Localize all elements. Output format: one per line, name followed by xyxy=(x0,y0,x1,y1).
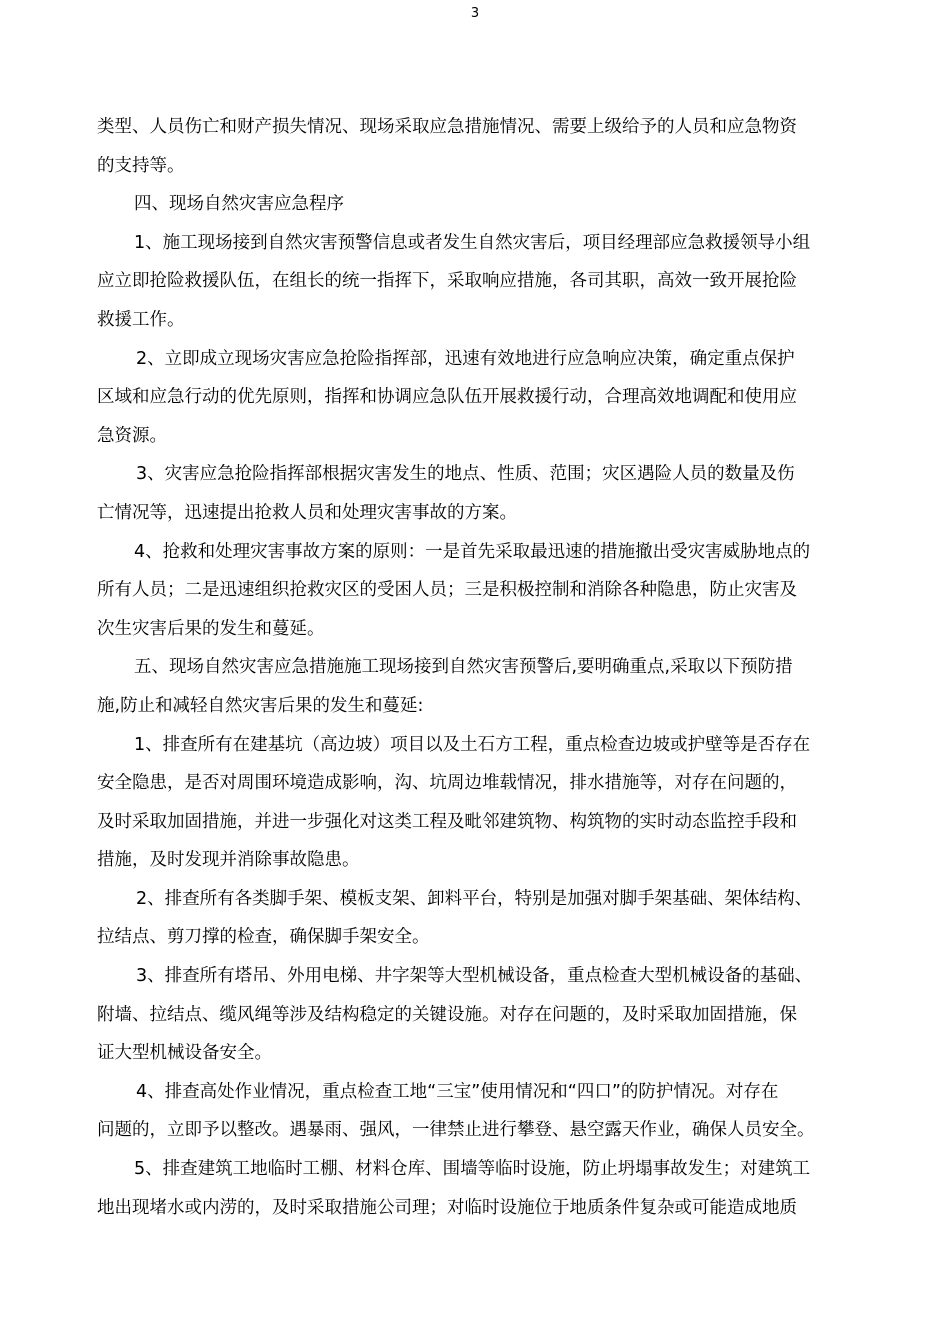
text-line: 3、灾害应急抢险指挥部根据灾害发生的地点、性质、范围；灾区遇险人员的数量及伤 xyxy=(136,464,795,485)
page-number: 3 xyxy=(470,6,480,21)
paragraph-continuation xyxy=(97,108,867,185)
text-line: 及时采取加固措施，并进一步强化对这类工程及毗邻建筑物、构筑物的实时动态监控手段和 xyxy=(97,811,797,832)
paragraph-item-3 xyxy=(97,455,867,532)
text-line: 1、施工现场接到自然灾害预警信息或者发生自然灾害后，项目经理部应急救援领导小组 xyxy=(134,232,811,253)
text-line: 区域和应急行动的优先原则，指挥和协调应急队伍开展救援行动，合理高效地调配和使用应 xyxy=(97,387,797,408)
document-body xyxy=(97,108,867,1227)
paragraph-item-1 xyxy=(97,224,867,340)
text-line: 安全隐患，是否对周围环境造成影响，沟、坑周边堆载情况，排水措施等，对存在问题的， xyxy=(97,773,797,794)
text-line: 应立即抢险救援队伍，在组长的统一指挥下，采取响应措施，各司其职，高效一致开展抢险 xyxy=(97,271,797,292)
paragraph-item-2 xyxy=(97,340,867,456)
paragraph-measure-4 xyxy=(97,1073,867,1150)
text-line: 1、排查所有在建基坑（高边坡）项目以及土石方工程，重点检查边坡或护壁等是否存在 xyxy=(134,734,811,755)
text-line: 2、排查所有各类脚手架、模板支架、卸料平台，特别是加强对脚手架基础、架体结构、 xyxy=(136,888,813,909)
text-line: 4、排查高处作业情况，重点检查工地“三宝”使用情况和“四口”的防护情况。对存在 xyxy=(136,1081,779,1102)
text-line: 附墙、拉结点、缆风绳等涉及结构稳定的关键设施。对存在问题的，及时采取加固措施，保 xyxy=(97,1004,797,1025)
text-line: 证大型机械设备安全。 xyxy=(97,1043,272,1064)
text-line: 地出现堵水或内涝的，及时采取措施公司理；对临时设施位于地质条件复杂或可能造成地质 xyxy=(97,1197,797,1218)
heading-line: 四、现场自然灾害应急程序 xyxy=(134,194,344,215)
text-line: 所有人员；二是迅速组织抢救灾区的受困人员；三是积极控制和消除各种隐患，防止灾害及 xyxy=(97,580,797,601)
paragraph-measure-3 xyxy=(97,957,867,1073)
text-line: 亡情况等，迅速提出抢救人员和处理灾害事故的方案。 xyxy=(97,502,517,523)
paragraph-measure-2 xyxy=(97,880,867,957)
text-line: 类型、人员伤亡和财产损失情况、现场采取应急措施情况、需要上级给予的人员和应急物资 xyxy=(97,117,797,137)
text-line: 拉结点、剪刀撑的检查，确保脚手架安全。 xyxy=(97,927,430,948)
section-heading-4 xyxy=(97,185,867,224)
text-line: 问题的，立即予以整改。遇暴雨、强风，一律禁止进行攀登、悬空露天作业，确保人员安全。 xyxy=(97,1120,815,1141)
paragraph-measure-5 xyxy=(97,1150,867,1227)
text-line: 5、排查建筑工地临时工棚、材料仓库、围墙等临时设施，防止坍塌事故发生；对建筑工 xyxy=(134,1159,811,1180)
text-line: 五、现场自然灾害应急措施施工现场接到自然灾害预警后,要明确重点,采取以下预防措 xyxy=(134,657,793,678)
paragraph-item-4 xyxy=(97,533,867,649)
section-heading-5 xyxy=(97,648,867,725)
text-line: 4、抢救和处理灾害事故方案的原则：一是首先采取最迅速的措施撤出受灾害威胁地点的 xyxy=(134,541,811,562)
text-line: 措施，及时发现并消除事故隐患。 xyxy=(97,850,360,871)
text-line: 救援工作。 xyxy=(97,309,185,330)
text-line: 次生灾害后果的发生和蔓延。 xyxy=(97,618,325,639)
text-line: 3、排查所有塔吊、外用电梯、井字架等大型机械设备，重点检查大型机械设备的基础、 xyxy=(136,966,813,987)
text-line: 急资源。 xyxy=(97,425,167,446)
paragraph-measure-1 xyxy=(97,726,867,880)
text-line: 2、立即成立现场灾害应急抢险指挥部，迅速有效地进行应急响应决策，确定重点保护 xyxy=(136,348,795,369)
text-line: 施,防止和减轻自然灾害后果的发生和蔓延: xyxy=(97,695,424,716)
text-line: 的支持等。 xyxy=(97,155,185,176)
